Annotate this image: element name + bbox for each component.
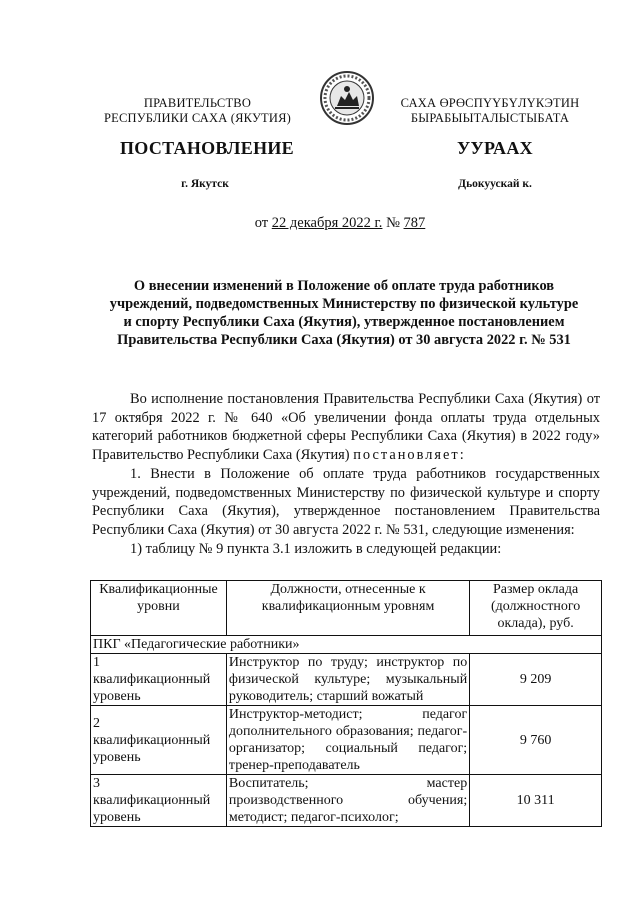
number-prefix: № [386,215,400,231]
header-cell-levels: Квалификационные уровни [91,581,227,636]
header-left-block [100,96,295,126]
level-number: 1 [93,655,100,670]
level-cell [91,775,227,827]
government-label: ПРАВИТЕЛЬСТВО [143,96,252,110]
republic-label-yakut: БЫРАБЫЫТАЛЫСТЫБАТА [410,111,570,125]
decree-heading [104,277,584,349]
coat-of-arms-emblem [319,70,375,126]
group-label-cell: ПКГ «Педагогические работники» [91,636,602,654]
positions-cell: Инструктор по труду; инструктор по физической культуре; музыкальный руководитель; старший вожатый [226,654,469,706]
heading-line: и спорту Республики Саха (Якутия), утвержденное постановлением [123,314,565,330]
salary-cell: 10 311 [470,775,602,827]
level-cell [91,654,227,706]
document-type-title-yakut: УУРААХ [457,138,533,158]
salary-table [90,580,602,827]
table-row [91,775,602,827]
table-group-row [91,636,602,654]
decree-number: 787 [403,215,426,231]
decree-date: 22 декабря 2022 г. [271,215,383,231]
heading-line: О внесении изменений в Положение об оплате труда работников [133,278,555,294]
decree-date-number [190,215,490,232]
republic-label: РЕСПУБЛИКИ САХА (ЯКУТИЯ) [104,111,291,125]
level-word: квалификационный уровень [93,793,211,825]
table-row [91,654,602,706]
header-right-block [380,96,600,126]
decree-body [92,390,600,558]
preamble-text: Во исполнение постановления Правительства Республики Саха (Якутия) от 17 октября 2022 г. № 640 «Об увеличении фонда оплаты труда отдельных категорий работников бюджетной сферы Республики Саха (Якутия) в 2022 году» Правительство Республики Саха (Якутия) [92,391,600,464]
table-row [91,706,602,775]
level-cell [91,706,227,775]
salary-cell: 9 209 [470,654,602,706]
positions-cell: Воспитатель; мастер производственного обучения; методист; педагог-психолог; [226,775,469,827]
date-prefix: от [254,215,269,231]
decree-word: постановляет: [353,447,466,464]
document-type-title: ПОСТАНОВЛЕНИЕ [120,138,294,158]
heading-line: учреждений, подведомственных Министерству по физической культуре [109,296,579,312]
level-number: 3 [93,776,100,791]
table-header-row [91,581,602,636]
salary-cell: 9 760 [470,706,602,775]
level-number: 2 [93,715,100,731]
subclause-1-paragraph: 1) таблицу № 9 пункта 3.1 изложить в следующей редакции: [130,540,502,557]
government-label-yakut: САХА ӨРӨСПҮҮБҮЛҮКЭТИН [400,96,580,110]
heading-line: Правительства Республики Саха (Якутия) от 30 августа 2022 г. № 531 [117,332,571,348]
clause-1-paragraph: 1. Внести в Положение об оплате труда работников государственных учреждений, подведомственных Министерству по физической культуре и спорту Республики Саха (Якутия), утвержденное постановлением Правительства Республики Саха (Якутия) от 30 августа 2022 г. № 531, следующие изменения: [92,465,600,538]
positions-cell: Инструктор-методист; педагог дополнительного образования; педагог-организатор; социальный педагог; тренер-преподаватель [226,706,469,775]
preamble-paragraph [92,390,600,465]
header-cell-salary: Размер оклада (должностного оклада), руб. [470,581,602,636]
city-label: г. Якутск [181,178,229,190]
header-cell-positions: Должности, отнесенные к квалификационным уровням [226,581,469,636]
level-word: квалификационный уровень [93,672,211,704]
city-label-yakut: Дьокуускай к. [458,178,532,190]
level-word: квалификационный уровень [93,732,211,765]
